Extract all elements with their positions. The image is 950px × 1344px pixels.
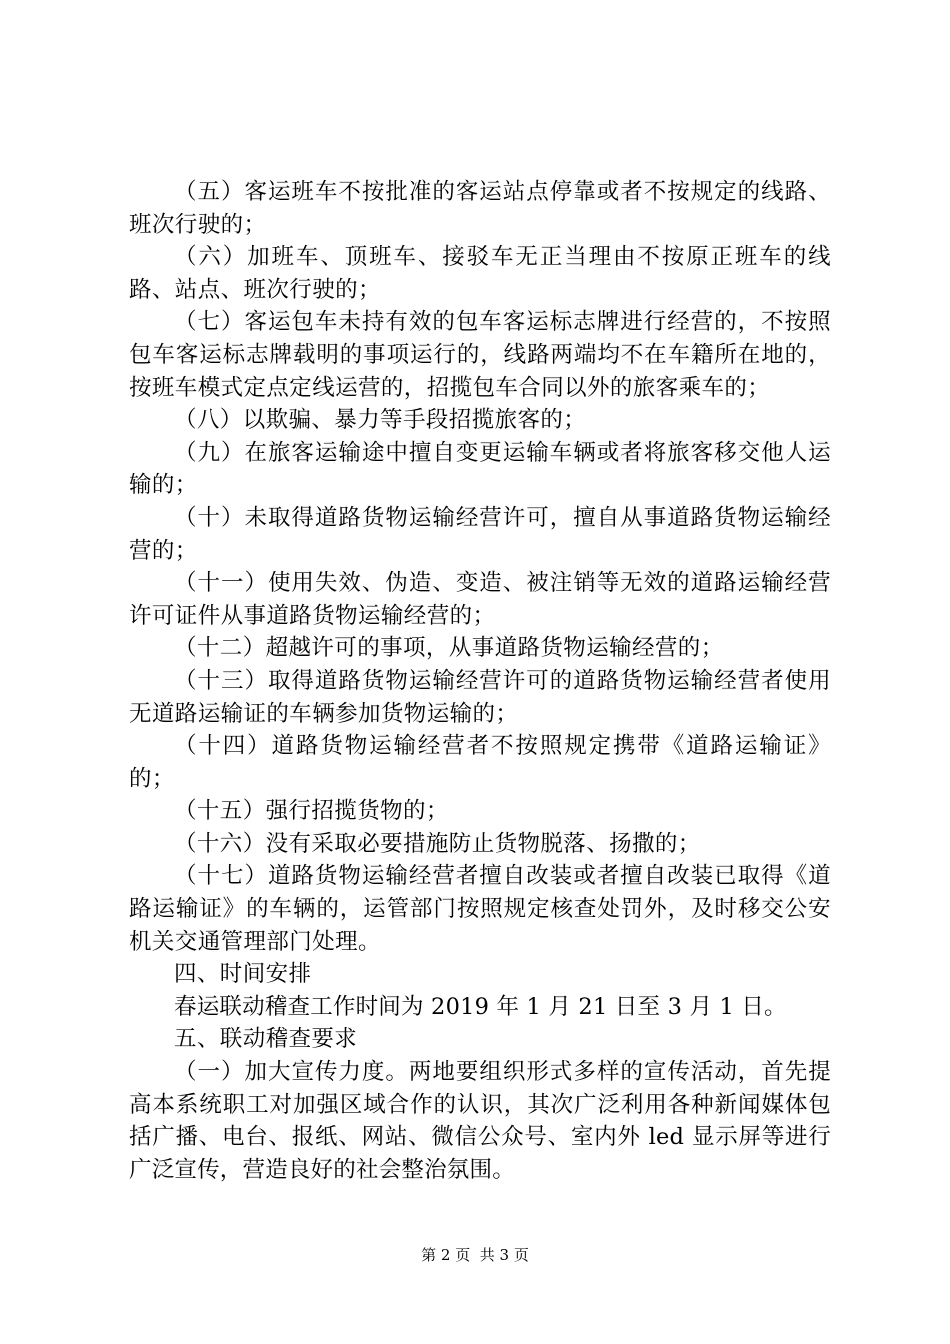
paragraph-item-9: （九）在旅客运输途中擅自变更运输车辆或者将旅客移交他人运输的； [129,439,831,499]
paragraph-item-11: （十一）使用失效、伪造、变造、被注销等无效的道路运输经营许可证件从事道路货物运输经营的； [129,570,831,629]
paragraph-item-17: （十七）道路货物运输经营者擅自改装或者擅自改装已取得《道路运输证》的车辆的，运管部门按照规定核查处罚外，及时移交公安机关交通管理部门处理。 [129,863,831,955]
paragraph-item-8: （八）以欺骗、暴力等手段招揽旅客的； [174,407,587,434]
paragraph-item-16: （十六）没有采取必要措施防止货物脱落、扬撒的； [174,830,701,857]
paragraph-item-10: （十）未取得道路货物运输经营许可，擅自从事道路货物运输经营的； [129,504,831,564]
page-number: 第 2 页 [421,1246,471,1264]
paragraph-item-15: （十五）强行招揽货物的； [174,798,449,825]
paragraph-item-14: （十四）道路货物运输经营者不按照规定携带《道路运输证》的； [129,733,831,792]
requirement-item-1-body: 两地要组织形式多样的宣传活动，首先提高本系统职工对加强区域合作的认识，其次广泛利用各种新闻媒体包括广播、电台、报纸、网站、微信公众号、室内外 led 显示屏等进行广泛宣传，营造良好的社会整治氛围。 [129,1059,831,1183]
requirement-item-1 [129,1056,831,1186]
page-footer [0,1244,950,1265]
page-total: 共 3 页 [479,1246,529,1264]
document-body [129,176,831,1186]
schedule-paragraph: 春运联动稽查工作时间为 2019 年 1 月 21 日至 3 月 1 日。 [174,993,787,1020]
section-heading-requirements: 五、联动稽查要求 [174,1026,358,1053]
paragraph-item-13: （十三）取得道路货物运输经营许可的道路货物运输经营者使用无道路运输证的车辆参加货物运输的； [129,667,831,727]
paragraph-item-12: （十二）超越许可的事项，从事道路货物运输经营的； [174,635,724,662]
paragraph-item-5: （五）客运班车不按批准的客运站点停靠或者不按规定的线路、班次行驶的； [129,179,831,238]
paragraph-item-7: （七）客运包车未持有效的包车客运标志牌进行经营的，不按照包车客运标志牌载明的事项运行的，线路两端均不在车籍所在地的，按班车模式定点定线运营的，招揽包车合同以外的旅客乘车的； [129,309,831,401]
requirement-item-1-lead: （一）加大宣传力度。 [174,1059,409,1086]
section-heading-schedule: 四、时间安排 [174,961,312,988]
paragraph-item-6: （六）加班车、顶班车、接驳车无正当理由不按原正班车的线路、站点、班次行驶的； [129,244,831,303]
